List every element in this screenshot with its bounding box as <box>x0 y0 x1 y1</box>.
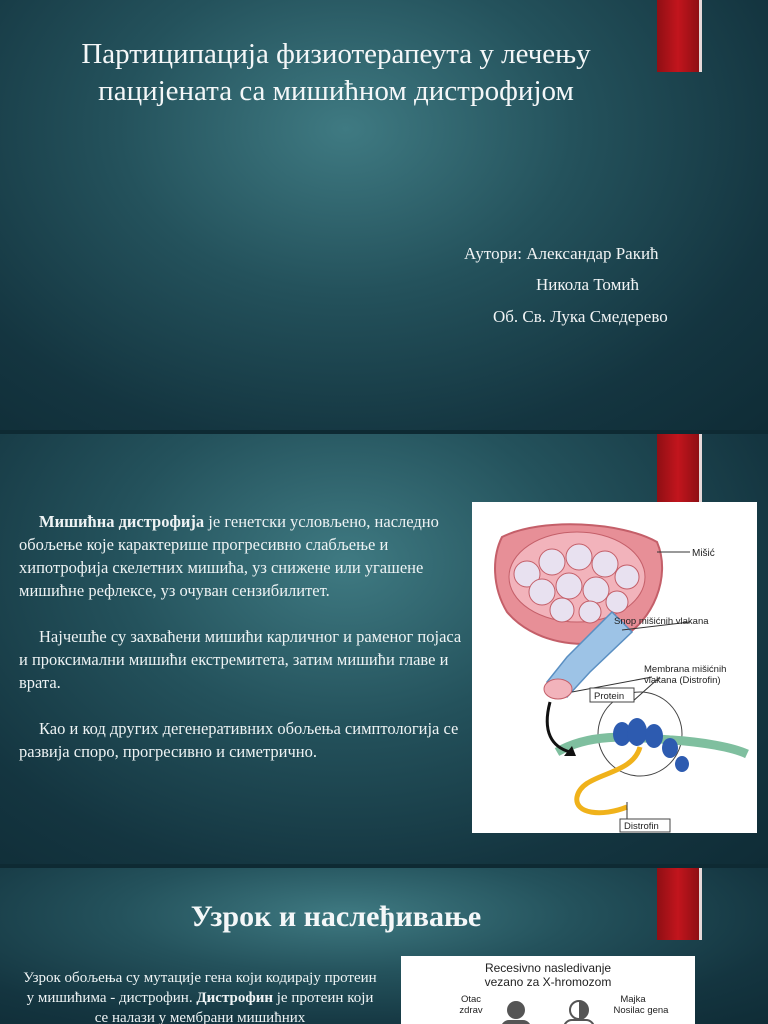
author-name: Никола Томић <box>536 275 639 294</box>
figure-title-1: Recesivno nasledivanje <box>484 961 612 975</box>
label-membrana-2: vlakana (Distrofin) <box>644 675 721 686</box>
label-majka: Majka <box>620 994 646 1005</box>
term-bold: Дистрофин <box>196 990 274 1006</box>
cause-text-part1: Узрок обољења су мутације гена који кодирају протеин у мишићима - дистрофин. <box>23 970 377 1006</box>
inheritance-figure <box>401 956 695 1024</box>
cause-slide <box>0 868 768 1024</box>
authors-line: Аутори: Александар Ракић <box>464 244 659 263</box>
father-head-icon <box>507 1001 525 1019</box>
label-protein: Protein <box>594 691 625 702</box>
slide-subtitle: Узрок и наслеђивање <box>190 900 482 933</box>
paragraph-symptoms: Као и код других дегенеративних обољења симптологија се развија споро, прогресивно и симетрично. <box>19 719 459 761</box>
label-majka-status: Nosilac gena <box>613 1005 669 1016</box>
cause-text <box>20 968 380 1024</box>
cause-text-part2: је протеин који се налази у мембрани мишићних <box>94 990 374 1024</box>
label-otac: Otac <box>460 994 482 1005</box>
label-snop: Snop mišićnih vlakana <box>614 616 709 627</box>
definition-text <box>19 510 465 786</box>
definition-rest: је генетски условљено, наследно обољење које карактерише прогресивно слабљење и хипотрофија скелетних мишића, уз снижене или угашене мишићне рефлексе, уз очуван сензибилитет. <box>19 512 439 600</box>
paragraph-definition <box>19 510 465 602</box>
definition-slide <box>0 434 768 864</box>
red-accent-tab <box>657 868 699 940</box>
label-distrofin: Distrofin <box>624 821 659 832</box>
label-otac-status: zdrav <box>459 1005 483 1016</box>
label-membrana-1: Membrana mišićnih <box>644 664 727 675</box>
paragraph-affected-muscles: Најчешће су захваћени мишићи карличног и раменог појаса и проксимални мишићи екстремитета, затим мишићи главе и врата. <box>19 627 462 692</box>
author-institution: Об. Св. Лука Смедерево <box>493 307 668 326</box>
presentation-title: Партиципација физиотерапеута у лечењу пацијената са мишићном дистрофијом <box>81 38 591 107</box>
muscle-anatomy-figure <box>472 502 757 833</box>
figure-title-2: vezano za X-hromozom <box>484 975 612 989</box>
red-accent-tab <box>657 434 699 506</box>
label-misic: Mišić <box>692 548 715 559</box>
title-slide <box>0 0 768 430</box>
father-body-icon <box>501 1020 531 1024</box>
term-bold: Мишићна дистрофија <box>39 512 205 531</box>
red-accent-tab <box>657 0 699 72</box>
mother-body-icon <box>564 1020 594 1024</box>
